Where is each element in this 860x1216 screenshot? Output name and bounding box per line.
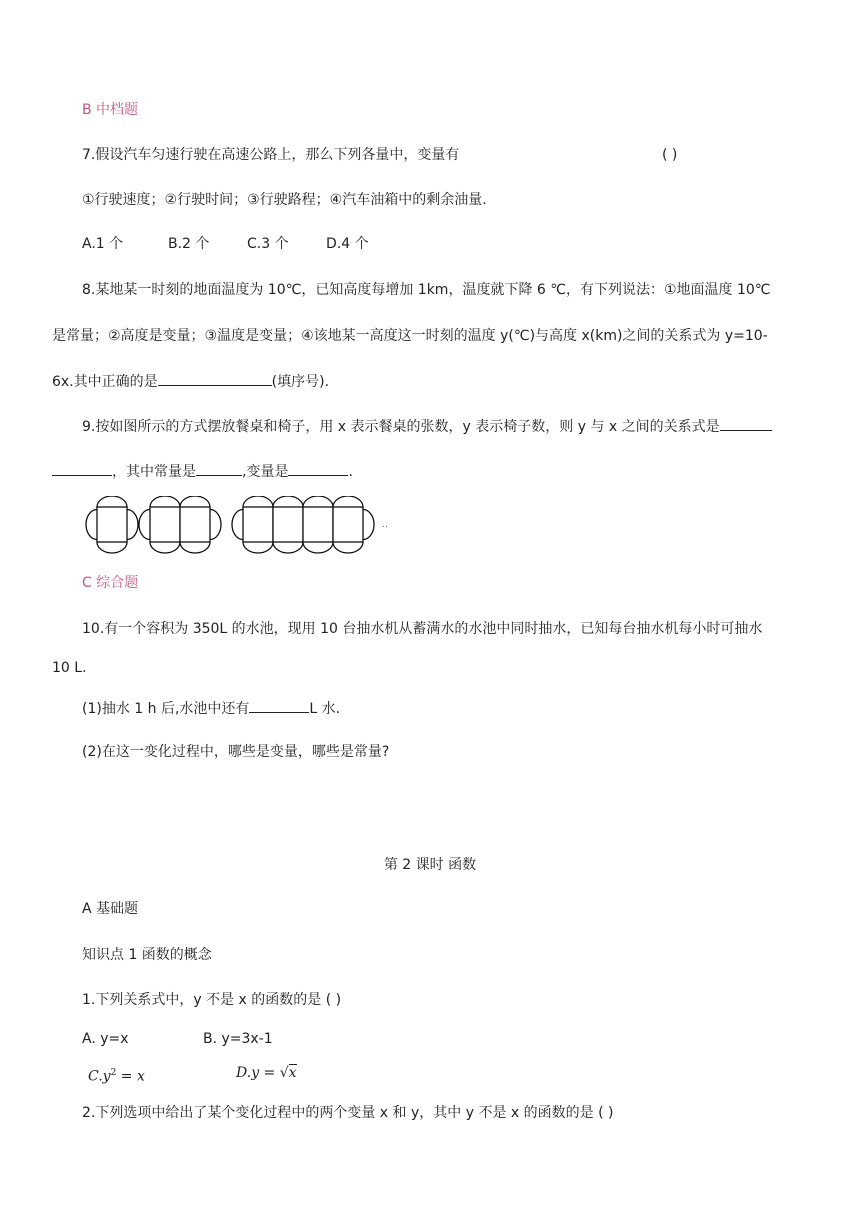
- q10-part-1-text: (1)抽水 1 h 后,水池中还有: [82, 701, 250, 717]
- q9-variable-blank[interactable]: [288, 460, 348, 476]
- figure-continuation-mark: ‥: [382, 520, 389, 530]
- q7-option-b: B.2 个: [168, 236, 210, 252]
- tables-chairs-figure: [84, 496, 394, 554]
- q9-constant-label: ，其中常量是: [112, 464, 196, 480]
- q10-line-2: 10 L.: [52, 660, 87, 676]
- table: [303, 507, 333, 542]
- q1-option-c-rhs: = x: [116, 1068, 145, 1085]
- q9-line-1-text: 9.按如图所示的方式摆放餐桌和椅子，用 x 表示餐桌的张数，y 表示椅子数，则 y 与 x 之间的关系式是: [82, 419, 720, 435]
- q1-option-d: [236, 1063, 297, 1083]
- q9-line-2: [52, 460, 353, 482]
- q2-stem: 2.下列选项中给出了某个变化过程中的两个变量 x 和 y，其中 y 不是 x 的函数的是 ( ): [82, 1105, 614, 1121]
- q8-line-3-suffix: (填序号).: [271, 374, 330, 390]
- q8-line-3-text: 6x.其中正确的是: [52, 374, 158, 390]
- q7-answer-paren: ( ): [662, 147, 678, 163]
- q1-option-d-radicand: x: [288, 1065, 297, 1081]
- q9-constant-blank[interactable]: [196, 460, 242, 476]
- q8-line-3: [52, 370, 329, 392]
- q7-items: ①行驶速度；②行驶时间；③行驶路程；④汽车油箱中的剩余油量.: [82, 192, 487, 208]
- q1-option-c-exponent: 2: [110, 1068, 117, 1078]
- q1-stem: 1.下列关系式中，y 不是 x 的函数的是 ( ): [82, 992, 342, 1008]
- q9-variable-label: ,变量是: [242, 464, 289, 480]
- q1-option-d-label: D.: [236, 1065, 252, 1081]
- table: [333, 507, 363, 542]
- q9-relation-blank-a[interactable]: [720, 415, 772, 431]
- table: [273, 507, 303, 542]
- q1-option-d-lhs: y =: [251, 1065, 280, 1081]
- knowledge-point-heading: 知识点 1 函数的概念: [82, 947, 212, 963]
- lesson-title: 第 2 课时 函数: [383, 857, 477, 873]
- q7-stem: 7.假设汽车匀速行驶在高速公路上，那么下列各量中，变量有: [82, 147, 460, 163]
- section-heading-c: C 综合题: [82, 575, 139, 591]
- section-heading-a: A 基础题: [82, 901, 139, 917]
- table: [97, 507, 127, 542]
- q8-answer-blank[interactable]: [158, 370, 272, 386]
- q1-option-b: B. y=3x-1: [203, 1031, 273, 1047]
- q10-part-1-unit: L 水.: [309, 701, 341, 717]
- q7-option-a: A.1 个: [82, 236, 124, 252]
- q1-option-c-label: C.: [88, 1068, 103, 1085]
- q1-option-a: A. y=x: [82, 1031, 129, 1047]
- table: [243, 507, 273, 542]
- table: [180, 507, 210, 542]
- q10-line-1: 10.有一个容积为 350L 的水池，现用 10 台抽水机从蓄满水的水池中同时抽水，已知每台抽水机每小时可抽水: [82, 621, 763, 637]
- q10-part-1: [82, 697, 340, 719]
- q9-relation-blank-b[interactable]: [52, 460, 112, 476]
- q10-answer-blank[interactable]: [249, 697, 309, 713]
- q1-option-c: [88, 1063, 145, 1087]
- q9-line-2-end: .: [348, 464, 353, 480]
- q10-part-2: (2)在这一变化过程中，哪些是变量，哪些是常量?: [82, 744, 390, 760]
- sqrt-icon: √: [279, 1065, 289, 1081]
- q7-option-d: D.4 个: [326, 236, 369, 252]
- q7-option-c: C.3 个: [247, 236, 289, 252]
- q8-line-2: 是常量；②高度是变量；③温度是变量；④该地某一高度这一时刻的温度 y(℃)与高度 x(km)之间的关系式为 y=10-: [52, 328, 768, 344]
- q8-line-1: 8.某地某一时刻的地面温度为 10℃，已知高度每增加 1km，温度就下降 6 ℃，有下列说法：①地面温度 10℃: [82, 282, 771, 298]
- section-heading-b: B 中档题: [82, 102, 139, 118]
- q9-line-1: [82, 415, 772, 437]
- q1-option-c-var: y: [102, 1068, 111, 1085]
- table: [150, 507, 180, 542]
